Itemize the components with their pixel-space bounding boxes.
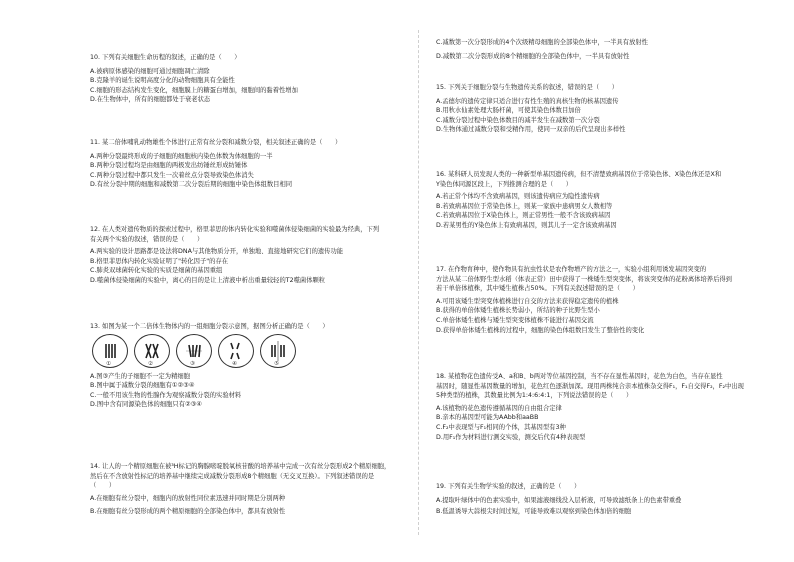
left-column: [90, 0, 406, 562]
question-14-continued: [436, 38, 752, 61]
option-c: C.细胞的形态结构发生变化，细胞膜上的糖蛋白增加，细胞间的黏着性增加: [90, 86, 298, 94]
question-stem-line-3: 若干单倍体植株，其中矮生植株占50%。下列有关叙述错误的是（ ）: [436, 285, 639, 293]
option-d: D.减数第二次分裂形成的8个精细胞的全部染色体中，一半具有放射性: [436, 52, 630, 60]
cell-label-3: ③: [190, 360, 195, 367]
option-d: D.噬菌体侵染细菌的实验中，离心的目的是让上清液中析出重量较轻的T2噬菌体颗粒: [90, 276, 326, 284]
option-a: A.该植物的花色遗传遵循基因的自由组合定律: [436, 404, 562, 412]
question-11: [90, 138, 406, 190]
option-a: A.两实验的设计思路都是设法将DNA与其他物质分开，单独地、直接地研究它们的遗传功能: [90, 248, 344, 256]
question-stem-line-3: 5种类型的植株，其数量比例为1:4:6:4:1，下列说法错误的是（ ）: [436, 392, 633, 400]
chromosome-cross-icon: [139, 339, 165, 363]
option-b: B.在细胞有丝分裂形成的两个精原细胞的全部染色体中，都具有放射性: [90, 508, 286, 516]
option-a: A.被病原体感染的细胞可通过细胞凋亡清除: [90, 67, 210, 75]
cell-division-figure: [92, 334, 406, 370]
question-stem-line-2: 方法从某二倍体野生型水稻（体表正常）田中获得了一株矮生型突变体，将该突变体的花粉离体培养后得到: [436, 275, 732, 283]
question-stem: 11. 某二倍体哺乳动物雄性个体进行正常有丝分裂和减数分裂，相关叙述正确的是（ ）: [90, 139, 342, 146]
question-15: [436, 83, 752, 135]
question-14: [90, 462, 406, 517]
question-stem-line-1: 14. 让人的一个精原细胞在被³H标记的胸腺嘧啶脱氧核苷酸的培养基中完成一次有丝分裂形成2个精原细胞，: [90, 463, 391, 470]
chromosome-pairs-icon: [97, 339, 123, 363]
question-stem-line-2: 然后在不含放射性标记的培养基中继续完成减数分裂形成8个精细胞（无交叉互换）。下列叙述错误的是: [90, 472, 375, 480]
question-stem: 19. 下列有关生物学实验的叙述，正确的是（ ）: [436, 483, 581, 490]
option-b: B.若致病基因位于常染色体上，则某一家族中患病男女人数相等: [436, 202, 613, 210]
question-stem-line-1: 12. 在人类对遗传物质的探索过程中，格里菲思的体内转化实验和噬菌体侵染细菌的实验最为经典，下列: [90, 226, 380, 233]
question-16: [436, 170, 752, 231]
question-stem: 15. 下列关于细胞分裂与生物遗传关系的叙述，错误的是（ ）: [436, 84, 619, 91]
chromosome-telophase-icon: [265, 339, 291, 363]
option-a: A.两种分裂最终形成的子细胞的细胞核内染色体数为体细胞的一半: [90, 152, 273, 160]
option-b: B.克隆羊的诞生说明高度分化的动物细胞具有全能性: [90, 77, 235, 85]
option-a: A.提取叶绿体中的色素实验中，如果滤液细线没入层析液，可导致滤纸条上的色素带重叠: [436, 496, 682, 504]
option-a: A.图③产生的子细胞不一定为精细胞: [90, 372, 190, 380]
option-b: B.格里菲思体内转化实验证明了"转化因子"的存在: [90, 257, 229, 265]
option-b: B.获得的单倍体矮生植株长势弱小，所结的种子比野生型小: [436, 307, 600, 315]
option-a: A.可用该矮生型突变体植株进行自交的方法来获得稳定遗传的植株: [436, 297, 619, 305]
cell-label-2: ②: [148, 360, 153, 367]
question-13: [90, 322, 406, 410]
question-stem-line-2: Y染色体同源区段上，下列推测合理的是（ ）: [436, 180, 573, 188]
option-d: D.生物体通过减数分裂和受精作用，使同一双亲的后代呈现出多样性: [436, 126, 626, 134]
option-c: C.减数第一次分裂形成的4个次级精母细胞的全部染色体中，一半具有放射性: [436, 39, 648, 46]
option-c: C.两种分裂过程中都只发生一次着丝点分裂导致染色体消失: [90, 171, 254, 179]
option-c: C.F₂中表现型与F₁相同的个体，其基因型有3种: [436, 423, 566, 431]
option-c: C.若致病基因位于X染色体上，则正常男性一般不含该致病基因: [436, 212, 611, 220]
option-b: B.亲本的基因型可能为AAbb和aaBB: [436, 414, 539, 422]
question-stem: 13. 如图为某一个二倍体生物体内的一组细胞分裂示意图，据图分析正确的是（ ）: [90, 323, 329, 330]
option-a: A.在细胞有丝分裂中，细胞内的放射性同位素迅速并同时期是分别两种: [90, 494, 286, 502]
question-12: [90, 225, 406, 286]
option-d: D.若某男性的Y染色体上有致病基因，则其儿子一定含该致病基因: [436, 221, 617, 229]
option-c: C.一般不用该生物的性腺作为观察减数分裂的实验材料: [90, 391, 242, 399]
option-b: B.低温诱导大蒜根尖时间过短，可能导致难以观察到染色体加倍的细胞: [436, 508, 632, 516]
option-d: D.获得单倍体矮生植株的过程中，细胞的染色体组数目发生了整倍性的变化: [436, 326, 645, 334]
option-d: D.图中含有同源染色体的细胞只有②③④: [90, 401, 202, 409]
column-divider: [418, 30, 419, 535]
chromosome-metaphase-icon: [181, 339, 207, 363]
question-10: [90, 53, 406, 105]
option-d: D.用F₁作为材料进行测交实验，测交后代有4种表现型: [436, 433, 586, 441]
question-19: [436, 482, 752, 517]
question-17: [436, 265, 752, 335]
option-c: C.肺炎双球菌转化实验的实质是细菌的基因重组: [90, 267, 223, 275]
option-b: B.两种分裂过程均是由细胞的两极发出纺锤丝形成纺锤体: [90, 162, 248, 170]
cell-label-5: ⑤: [274, 360, 279, 367]
option-c: C.减数分裂过程中染色体数目的减半发生在减数第一次分裂: [436, 116, 600, 124]
question-stem: 10. 下列有关细胞生命历程的叙述，正确的是（ ）: [90, 54, 241, 61]
question-stem-line-1: 16. 某科研人员发现人类的一种新型单基因遗传病，但不清楚致病基因位于常染色体、X染色体还是X和: [436, 171, 722, 178]
chromosome-anaphase-icon: [223, 339, 249, 363]
right-column: [436, 0, 752, 562]
option-a: A.若正常个体均不含致病基因，则该遗传病应为隐性遗传病: [436, 193, 600, 201]
question-stem-line-1: 18. 某植物花色遗传受A、a和B、b两对等位基因控制，当不存在显性基因时，花色为白色，当存在显性: [436, 373, 723, 380]
question-stem-line-2: 有关两个实验的叙述，错误的是（ ）: [90, 235, 204, 243]
question-18: [436, 372, 752, 442]
option-c: C.单倍体矮生植株与矮生型突变体植株不能进行基因交流: [436, 316, 594, 324]
question-stem-line-1: 17. 在作物育种中，使作物具有抗虫性状是农作物增产的方法之一，实验小组利用诱发基因突变的: [436, 266, 707, 273]
question-stem-line-2: 基因时，随显性基因数量的增加，花色红色逐渐加深。现用两株纯合亲本植株杂交得F₁，F₁自交得F₂，F₂中出现: [436, 382, 744, 390]
option-d: D.在生物体中，所有的细胞都处于衰老状态: [90, 96, 211, 104]
option-b: B.用秋水仙素处理大肠杆菌，可使其染色体数目加倍: [436, 107, 581, 115]
option-d: D.有丝分裂中期的细胞和减数第二次分裂后期的细胞中染色体组数目相同: [90, 181, 293, 189]
cell-label-1: ①: [106, 360, 111, 367]
question-stem-line-3: （ ）: [90, 482, 116, 490]
option-b: B.图中属于减数分裂的细胞有①②③④: [90, 382, 195, 390]
cell-label-4: ④: [232, 360, 237, 367]
option-a: A.孟德尔的遗传定律只适合进行有性生殖的真核生物的核基因遗传: [436, 97, 619, 105]
